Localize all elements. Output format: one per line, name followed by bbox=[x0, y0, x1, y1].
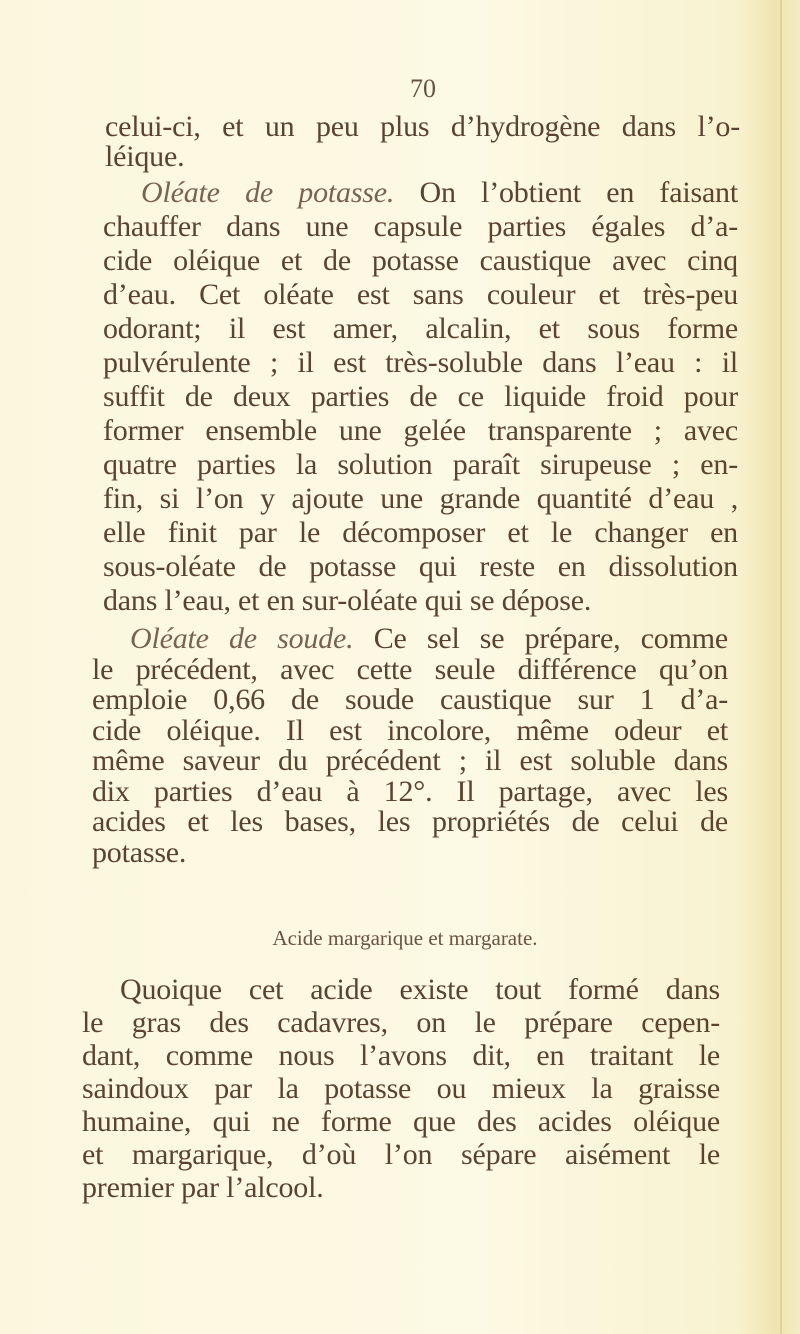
line-text: sous-oléate de potasse qui reste en dissolution bbox=[103, 550, 738, 583]
text-line bbox=[103, 346, 738, 380]
text-line bbox=[82, 1039, 720, 1072]
line-text: dans l’eau, et en sur-oléate qui se dépose. bbox=[103, 584, 592, 617]
paragraph-oleate-de-potasse bbox=[103, 176, 738, 618]
text-line bbox=[92, 624, 728, 655]
text-line bbox=[92, 835, 728, 869]
line-text: le précédent, avec cette seule différence qu’on bbox=[92, 652, 728, 686]
line-text: le gras des cadavres, on le prépare cepen- bbox=[82, 1006, 720, 1039]
text-line bbox=[82, 973, 720, 1006]
line-text: saindoux par la potasse ou mieux la graisse bbox=[82, 1072, 720, 1105]
text-line bbox=[82, 1006, 720, 1039]
text-line bbox=[82, 1138, 720, 1171]
paragraph-acide-margarique bbox=[82, 973, 720, 1204]
text-line bbox=[82, 1105, 720, 1138]
text-line bbox=[103, 380, 738, 414]
text-line bbox=[105, 142, 740, 172]
text-line bbox=[103, 448, 738, 482]
line-text: Quoique cet acide existe tout formé dans bbox=[120, 973, 720, 1006]
section-heading: Acide margarique et margarate. bbox=[272, 926, 538, 950]
line-text: d’eau. Cet oléate est sans couleur et très-peu bbox=[103, 278, 738, 311]
text-line bbox=[103, 550, 738, 584]
line-text: pulvérulente ; il est très-soluble dans l’eau : il bbox=[103, 346, 738, 379]
text-line bbox=[105, 112, 740, 142]
text-line bbox=[92, 774, 728, 808]
line-text: dant, comme nous l’avons dit, en traitant le bbox=[82, 1039, 720, 1072]
text-line bbox=[92, 807, 728, 838]
line-text: suffit de deux parties de ce liquide froid pour bbox=[103, 380, 738, 413]
line-text: léique. bbox=[105, 140, 185, 173]
line-text: odorant; il est amer, alcalin, et sous forme bbox=[103, 312, 738, 345]
text-line bbox=[103, 584, 738, 618]
text-line bbox=[103, 516, 738, 550]
line-text: potasse. bbox=[92, 835, 187, 869]
line-text: emploie 0,66 de soude caustique sur 1 d’a- bbox=[92, 683, 728, 716]
line-text: cide oléique et de potasse caustique avec cinq bbox=[103, 244, 738, 277]
text-line bbox=[103, 176, 738, 210]
text-line bbox=[92, 652, 728, 686]
line-text: acides et les bases, les propriétés de celui de bbox=[92, 805, 728, 838]
line-text: elle finit par le décomposer et le changer en bbox=[103, 516, 738, 549]
text-line bbox=[92, 746, 728, 777]
text-line bbox=[92, 713, 728, 747]
line-text: chauffer dans une capsule parties égales d’a- bbox=[103, 210, 738, 243]
text-line bbox=[103, 244, 738, 278]
text-line bbox=[92, 685, 728, 716]
text-line bbox=[103, 210, 738, 244]
line-text: humaine, qui ne forme que des acides oléique bbox=[82, 1105, 720, 1138]
line-text: On l’obtient en faisant bbox=[394, 176, 738, 209]
line-text: fin, si l’on y ajoute une grande quantité d’eau , bbox=[103, 482, 738, 515]
line-text: premier par l’alcool. bbox=[82, 1171, 324, 1204]
paragraph-continuation bbox=[105, 112, 740, 172]
text-line bbox=[82, 1171, 720, 1204]
italic-run-in-title: Oléate de potasse. bbox=[141, 176, 395, 209]
line-text: dix parties d’eau à 12°. Il partage, avec les bbox=[92, 774, 728, 808]
page-number: 70 bbox=[410, 74, 436, 103]
text-line bbox=[103, 482, 738, 516]
text-line bbox=[82, 1072, 720, 1105]
paragraph-oleate-de-soude bbox=[92, 624, 728, 868]
line-text: quatre parties la solution paraît sirupeuse ; en- bbox=[103, 448, 738, 481]
text-line bbox=[103, 278, 738, 312]
line-text: cide oléique. Il est incolore, même odeur et bbox=[92, 713, 728, 747]
line-text: même saveur du précédent ; il est soluble dans bbox=[92, 744, 728, 777]
text-line bbox=[103, 312, 738, 346]
line-text: celui-ci, et un peu plus d’hydrogène dans l’o- bbox=[105, 110, 740, 143]
line-text: Ce sel se prépare, comme bbox=[353, 622, 728, 655]
page-edge-divider bbox=[780, 0, 782, 1334]
italic-run-in-title: Oléate de soude. bbox=[130, 622, 354, 655]
line-text: former ensemble une gelée transparente ; avec bbox=[103, 414, 738, 447]
text-line bbox=[103, 414, 738, 448]
line-text: et margarique, d’où l’on sépare aisément le bbox=[82, 1138, 720, 1171]
